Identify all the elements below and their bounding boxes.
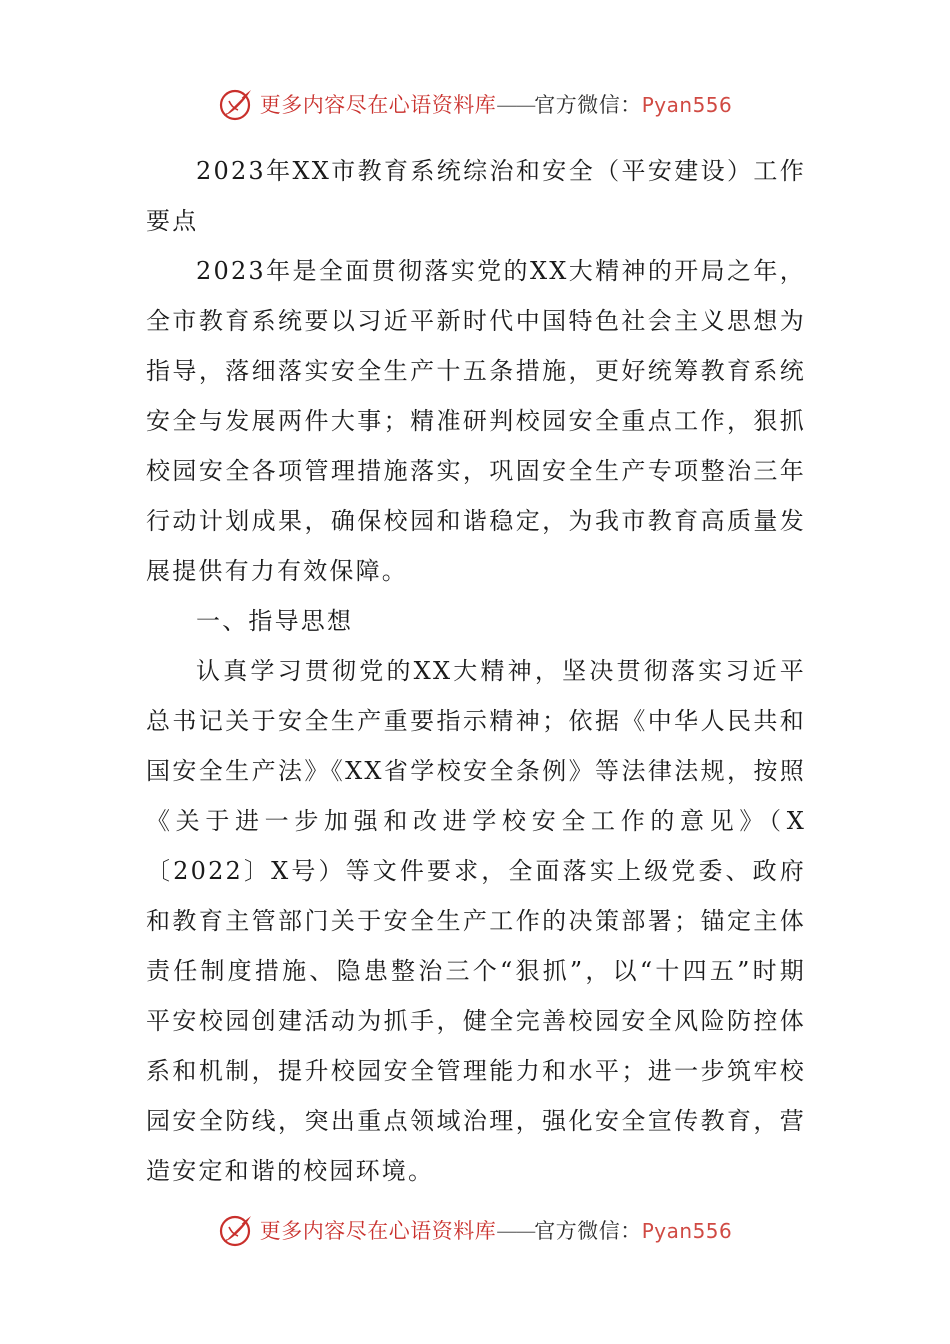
watermark-text <box>260 1215 733 1245</box>
section-heading: 一、指导思想 <box>196 607 354 635</box>
watermark-wechat-id: Pyan556 <box>641 1219 733 1243</box>
watermark-wechat-id: Pyan556 <box>641 93 733 117</box>
quill-logo-icon <box>218 1212 254 1248</box>
footer-watermark <box>0 1208 950 1252</box>
watermark-separator: —— <box>496 93 535 117</box>
quill-logo-icon <box>218 86 254 122</box>
watermark-label: 官方微信： <box>534 93 642 117</box>
watermark-text <box>260 89 733 119</box>
section-paragraph: 认真学习贯彻党的XX大精神，坚决贯彻落实习近平总书记关于安全生产重要指示精神；依据《中华人民共和国安全生产法》《XX省学校安全条例》等法律法规，按照《关于进一步加强和改进学校安全工作的意见》（X〔2022〕X号）等文件要求，全面落实上级党委、政府和教育主管部门关于安全生产工作的决策部署；锚定主体责任制度措施、隐患整治三个“狠抓”，以“十四五”时期平安校园创建活动为抓手，健全完善校园安全风险防控体系和机制，提升校园安全管理能力和水平；进一步筑牢校园安全防线，突出重点领域治理，强化安全宣传教育，营造安定和谐的校园环境。 <box>146 657 806 1185</box>
watermark-separator: —— <box>496 1219 535 1243</box>
document-title: 2023年XX市教育系统综治和安全（平安建设）工作要点 <box>146 157 806 235</box>
watermark-brand: 更多内容尽在心语资料库 <box>259 93 497 117</box>
watermark-brand: 更多内容尽在心语资料库 <box>259 1219 497 1243</box>
document-body <box>146 146 806 1196</box>
intro-paragraph: 2023年是全面贯彻落实党的XX大精神的开局之年，全市教育系统要以习近平新时代中国特色社会主义思想为指导，落细落实安全生产十五条措施，更好统筹教育系统安全与发展两件大事；精准研判校园安全重点工作，狠抓校园安全各项管理措施落实，巩固安全生产专项整治三年行动计划成果，确保校园和谐稳定，为我市教育高质量发展提供有力有效保障。 <box>146 257 806 585</box>
header-watermark <box>0 82 950 126</box>
watermark-label: 官方微信： <box>534 1219 642 1243</box>
